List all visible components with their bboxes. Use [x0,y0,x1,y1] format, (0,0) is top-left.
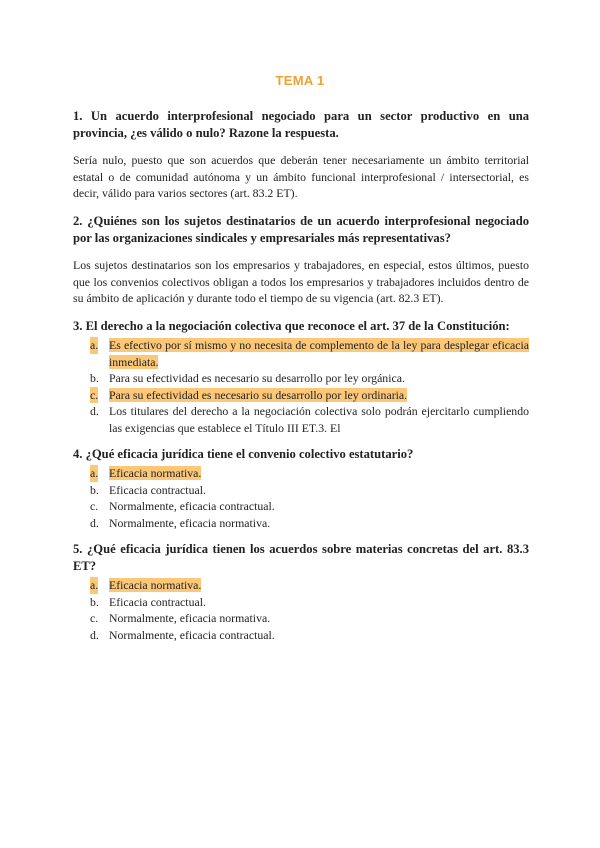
question-2-block [73,213,529,307]
option-3b [73,370,529,387]
option-text: Eficacia contractual. [109,594,206,609]
option-4d [73,515,529,532]
option-5d [73,627,529,644]
option-letter: a. [90,338,99,352]
option-letter: d. [90,404,99,418]
question-4-block [73,446,529,531]
option-text: Normalmente, eficacia contractual. [109,627,275,642]
option-text: Eficacia contractual. [109,482,206,497]
option-letter: d. [90,515,99,530]
option-5a [73,577,529,594]
option-letter: d. [90,627,99,642]
option-letter: a. [90,466,99,480]
option-4c [73,498,529,515]
option-letter: b. [90,594,99,609]
option-text: Para su efectividad es necesario su desarrollo por ley orgánica. [109,371,405,385]
question-1: 1. Un acuerdo interprofesional negociado para un sector productivo en una provincia, ¿es válido o nulo? Razone la respuesta. [73,109,529,140]
option-letter: c. [90,611,99,625]
option-letter: b. [90,482,99,497]
question-5-block [73,541,529,643]
page-title: TEMA 1 [275,73,325,88]
answer-2: Los sujetos destinatarios son los empresarios y trabajadores, en especial, estos últimos, puesto que los convenios colectivos obligan a todos los empresarios y trabajadores incluidos dentro de su ámbito de aplicación y durante todo el tiempo de su vigencia (art. 82.3 ET). [73,258,529,305]
option-text: Normalmente, eficacia normativa. [109,611,271,625]
option-letter: b. [90,371,99,385]
option-letter: a. [90,578,99,592]
option-5c [73,610,529,627]
option-5b [73,594,529,611]
option-text: Es efectivo por sí mismo y no necesita de complemento de la ley para desplegar eficacia inmediata. [109,338,529,369]
option-4b [73,482,529,499]
option-4a [73,465,529,482]
option-text: Eficacia normativa. [109,466,202,480]
question-3-options [73,337,529,436]
option-text: Normalmente, eficacia contractual. [109,499,275,513]
option-letter: c. [90,387,99,402]
option-text: Eficacia normativa. [109,578,202,592]
option-text: Para su efectividad es necesario su desarrollo por ley ordinaria. [109,387,408,402]
answer-1: Sería nulo, puesto que son acuerdos que deberán tener necesariamente un ámbito territorial estatal o de comunidad autónoma y un ámbito funcional interprofesional / intersectorial, es decir, válido para varios sectores (art. 83.2 ET). [73,153,529,200]
question-3: 3. El derecho a la negociación colectiva que reconoce el art. 37 de la Constitución: [73,319,510,333]
question-5: 5. ¿Qué eficacia jurídica tienen los acuerdos sobre materias concretas del art. 83.3 ET? [73,542,529,573]
option-3a [73,337,529,370]
question-1-block [73,108,529,202]
question-5-options [73,577,529,643]
option-text: Normalmente, eficacia normativa. [109,515,271,530]
question-4-options [73,465,529,531]
question-2: 2. ¿Quiénes son los sujetos destinatarios de un acuerdo interprofesional negociado por las organizaciones sindicales y empresariales más representativas? [73,214,529,245]
question-4: 4. ¿Qué eficacia jurídica tiene el convenio colectivo estatutario? [73,447,414,461]
option-text: Los titulares del derecho a la negociación colectiva solo podrán ejercitarlo cumpliendo las exigencias que establece el Título III ET.3. El [109,404,529,435]
question-3-block [73,318,529,436]
option-3c [73,387,529,404]
option-3d [73,403,529,436]
option-letter: c. [90,499,99,513]
